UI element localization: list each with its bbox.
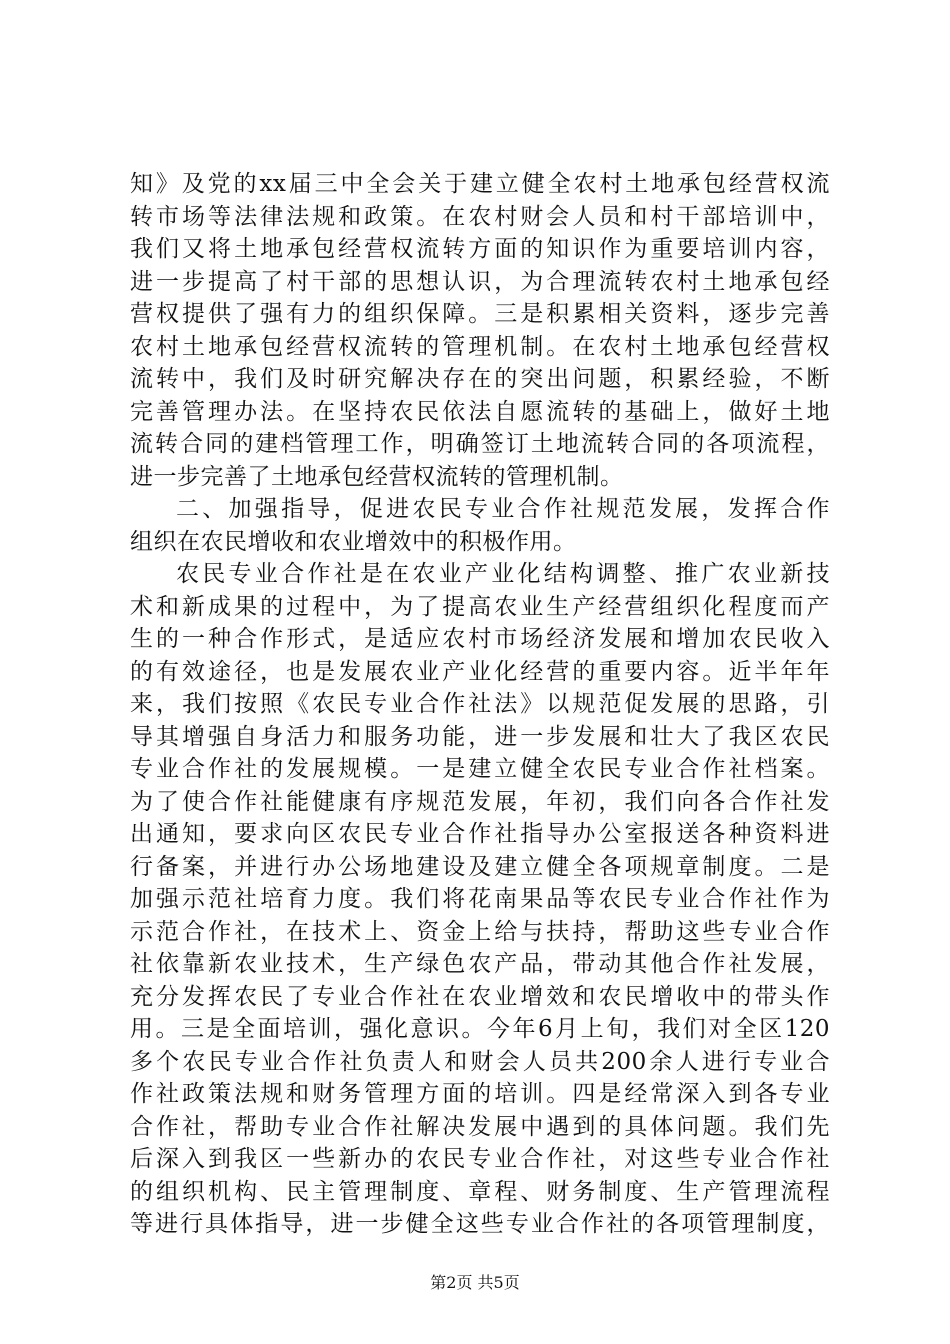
text-line: 生的一种合作形式，是适应农村市场经济发展和增加农民收入 [130, 626, 830, 652]
text-line: 用。三是全面培训，强化意识。今年6月上旬，我们对全区120 [130, 1016, 830, 1042]
text-line: 完善管理办法。在坚持农民依法自愿流转的基础上，做好土地 [130, 398, 830, 425]
text-line: 的组织机构、民主管理制度、章程、财务制度、生产管理流程 [130, 1178, 830, 1205]
text-line: 二、加强指导，促进农民专业合作社规范发展，发挥合作 [176, 496, 830, 522]
text-line: 等进行具体指导，进一步健全这些专业合作社的各项管理制度， [130, 1211, 830, 1237]
body-text [130, 168, 830, 1241]
text-line: 的有效途径，也是发展农业产业化经营的重要内容。近半年年 [130, 658, 830, 685]
text-line: 合作社，帮助专业合作社解决发展中遇到的具体问题。我们先 [130, 1113, 830, 1140]
text-line: 为了使合作社能健康有序规范发展，年初，我们向各合作社发 [130, 788, 830, 815]
text-line: 知》及党的xx届三中全会关于建立健全农村土地承包经营权流 [130, 171, 830, 197]
text-line: 社依靠新农业技术，生产绿色农产品，带动其他合作社发展， [130, 951, 830, 977]
text-line: 术和新成果的过程中，为了提高农业生产经营组织化程度而产 [130, 593, 830, 620]
text-line: 进一步提高了村干部的思想认识，为合理流转农村土地承包经 [130, 268, 830, 295]
text-line: 我们又将土地承包经营权流转方面的知识作为重要培训内容， [130, 236, 830, 262]
text-line: 出通知，要求向区农民专业合作社指导办公室报送各种资料进 [130, 821, 830, 847]
text-line: 流转合同的建档管理工作，明确签订土地流转合同的各项流程， [130, 431, 830, 457]
page-footer: 第2页 共5页 [430, 1273, 520, 1292]
text-line: 作社政策法规和财务管理方面的培训。四是经常深入到各专业 [130, 1081, 830, 1107]
text-line: 进一步完善了土地承包经营权流转的管理机制。 [130, 463, 624, 490]
text-line: 流转中，我们及时研究解决存在的突出问题，积累经验，不断 [130, 366, 830, 392]
text-line: 加强示范社培育力度。我们将花南果品等农民专业合作社作为 [130, 886, 830, 912]
text-line: 多个农民专业合作社负责人和财会人员共200余人进行专业合 [130, 1048, 830, 1075]
text-line: 组织在农民增收和农业增效中的积极作用。 [130, 528, 577, 555]
text-line: 导其增强自身活力和服务功能，进一步发展和壮大了我区农民 [130, 723, 830, 750]
text-line: 行备案，并进行办公场地建设及建立健全各项规章制度。二是 [130, 853, 830, 880]
text-line: 后深入到我区一些新办的农民专业合作社，对这些专业合作社 [130, 1146, 830, 1172]
text-line: 农村土地承包经营权流转的管理机制。在农村土地承包经营权 [130, 333, 830, 360]
text-line: 转市场等法律法规和政策。在农村财会人员和村干部培训中， [130, 203, 830, 230]
text-line: 来，我们按照《农民专业合作社法》以规范促发展的思路，引 [130, 691, 830, 717]
text-line: 农民专业合作社是在农业产业化结构调整、推广农业新技 [176, 561, 830, 587]
text-line: 营权提供了强有力的组织保障。三是积累相关资料，逐步完善 [130, 301, 830, 327]
text-line: 充分发挥农民了专业合作社在农业增效和农民增收中的带头作 [130, 983, 830, 1010]
text-line: 专业合作社的发展规模。一是建立健全农民专业合作社档案。 [130, 756, 830, 782]
text-line: 示范合作社，在技术上、资金上给与扶持，帮助这些专业合作 [130, 918, 830, 945]
